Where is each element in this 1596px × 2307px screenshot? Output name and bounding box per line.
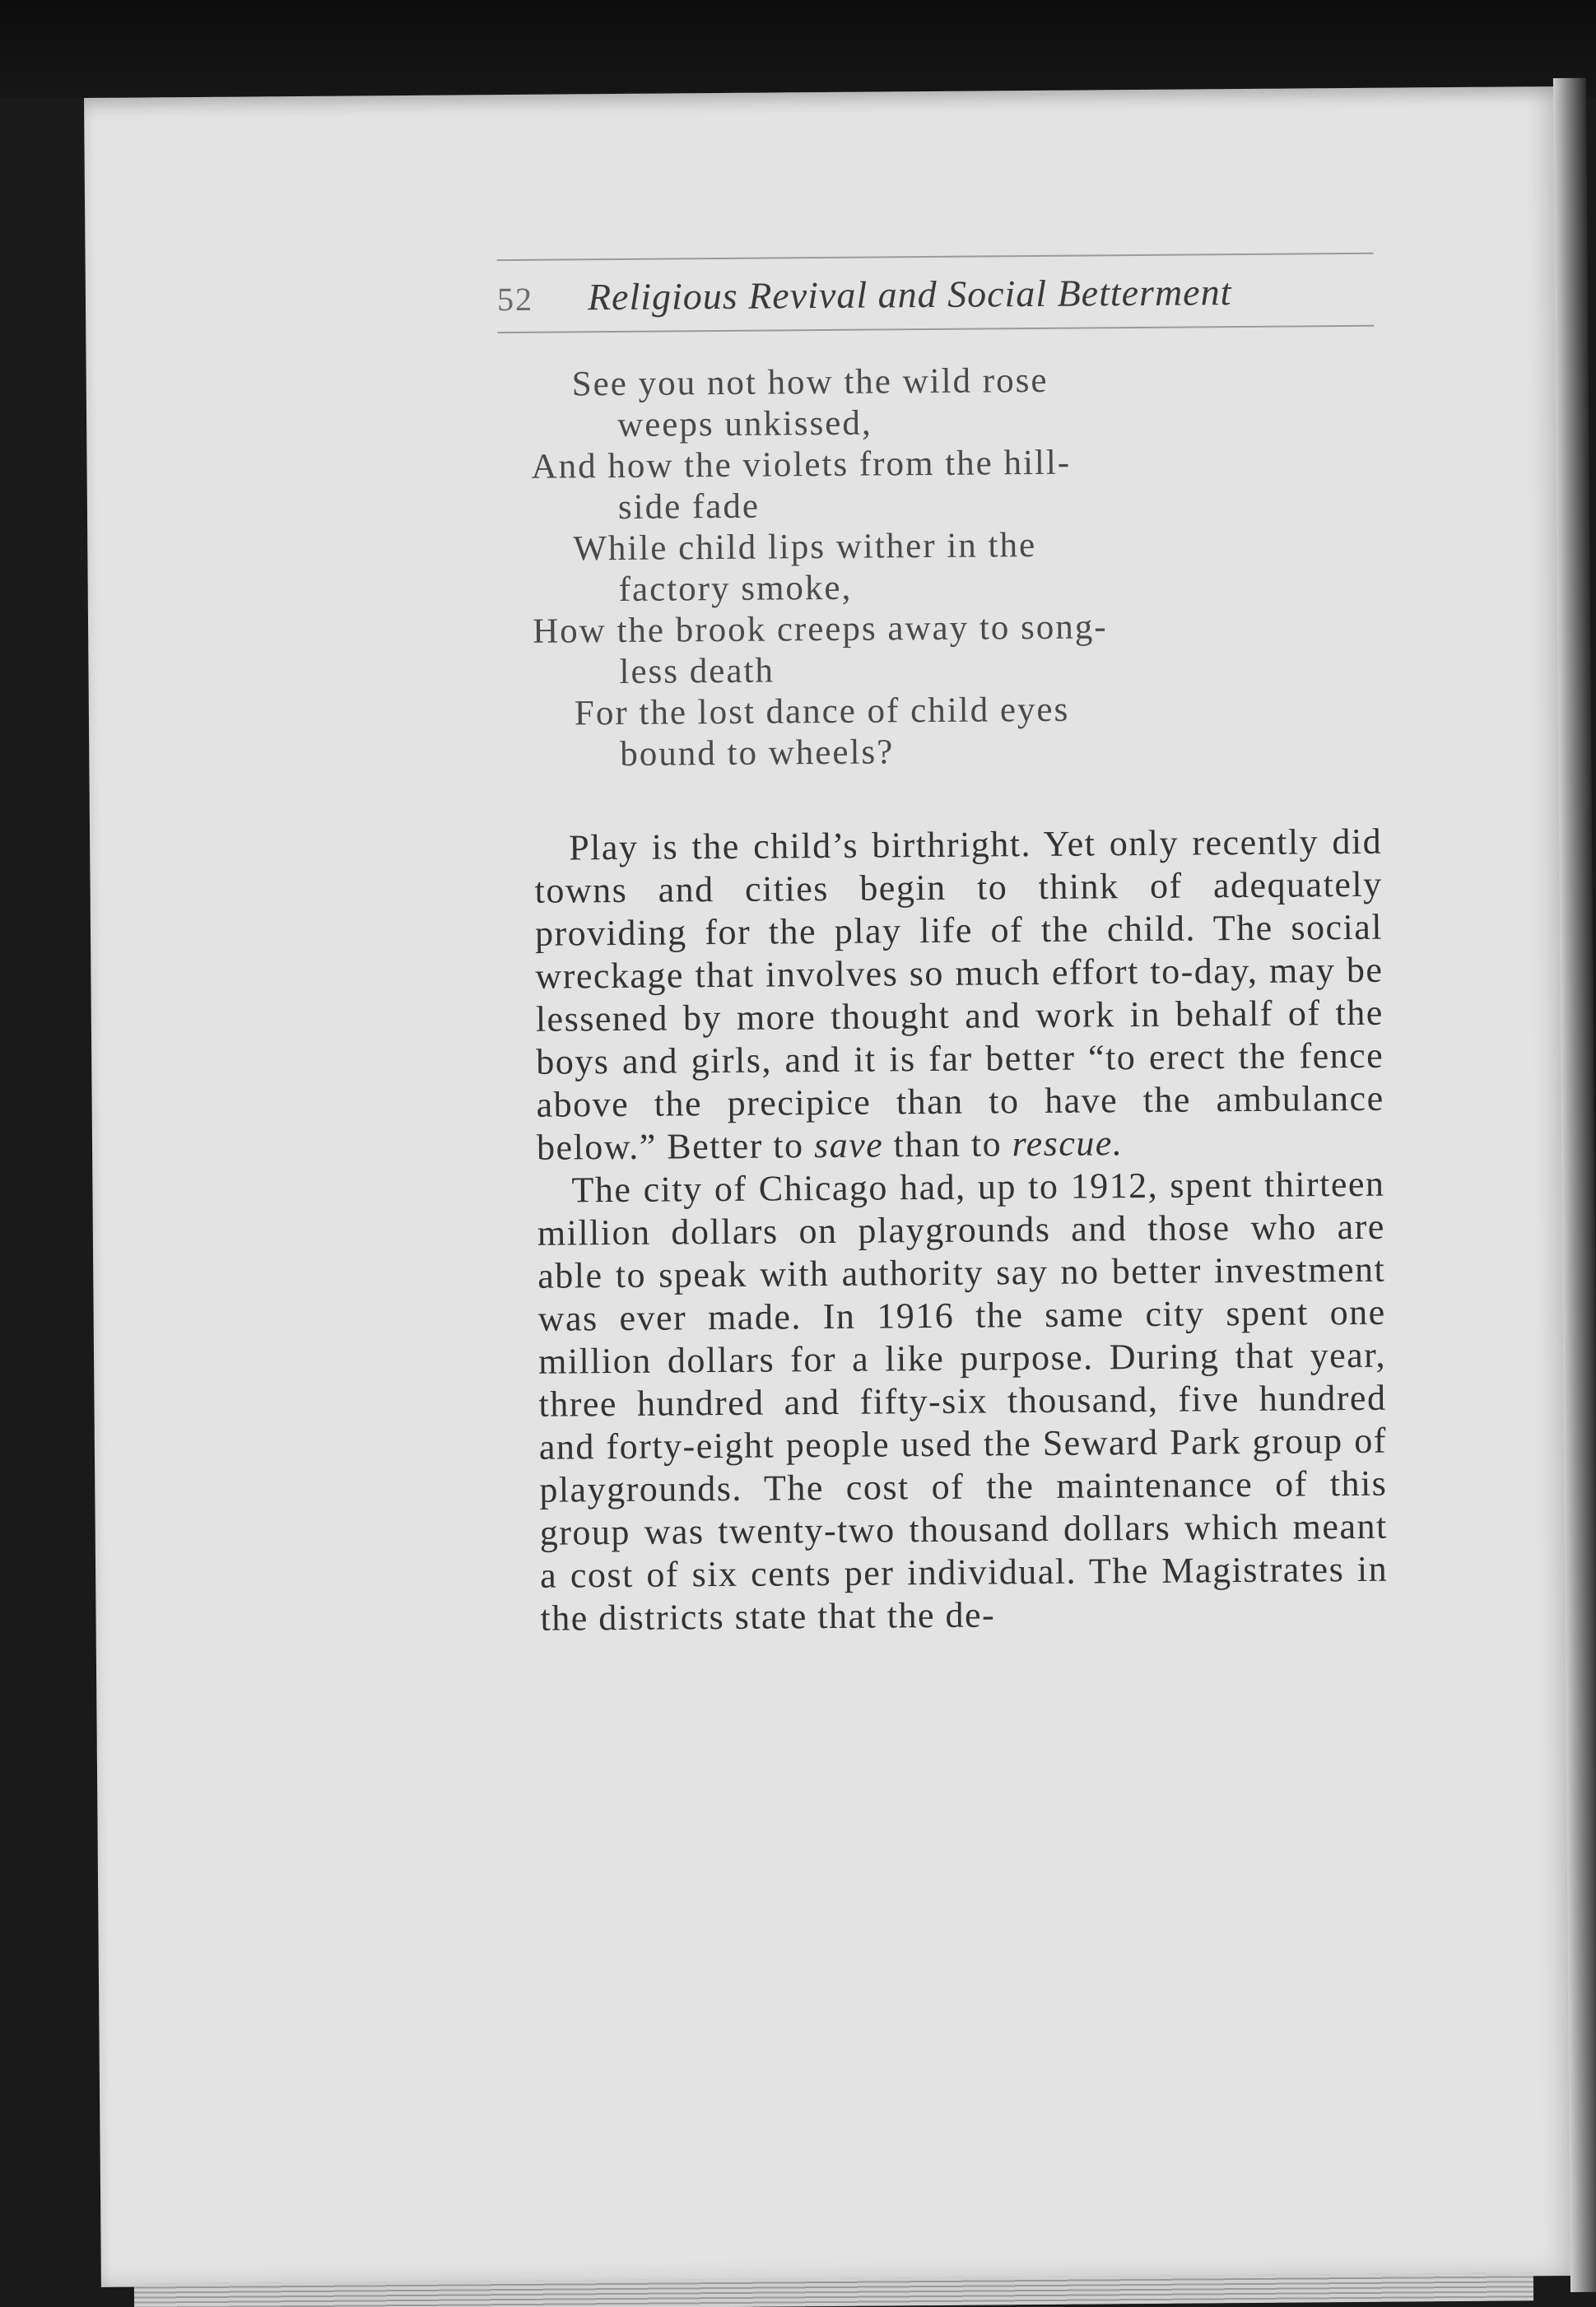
poem-line: For the lost dance of child eyes — [574, 690, 1070, 733]
paragraph-text: than to — [882, 1123, 1012, 1165]
poem-line: How the brook creeps away to song- — [532, 607, 1108, 651]
running-head — [497, 254, 1375, 332]
paragraph — [534, 821, 1384, 1170]
page-content — [496, 253, 1389, 1640]
poem-line: See you not how the wild rose — [571, 360, 1049, 404]
italic-word: save — [813, 1124, 884, 1166]
paragraph-text: Play is the child’s birthright. Yet only recently did towns and cities begin to think of adequately providing for the play life of the child. The social wreckage that involves so much effort to-day, may be lessened by more thought and work in behalf of the boys and girls, and it is far better “to erect the fence above the precipice than to have the ambulance below.” Better to — [534, 821, 1384, 1168]
poem-line: less death — [619, 651, 775, 691]
poem-line: And how the violets from the hill- — [531, 443, 1072, 486]
scan-border — [0, 0, 1596, 97]
page-edge — [1553, 78, 1596, 2292]
poem-line: weeps unkissed, — [617, 403, 872, 444]
body-text — [534, 821, 1389, 1640]
poem-line: While child lips wither in the — [573, 525, 1037, 569]
poem-line: factory smoke, — [618, 568, 853, 609]
poem-line: side fade — [617, 486, 761, 527]
page-number: 52 — [496, 280, 534, 319]
running-title: Religious Revival and Social Betterment — [587, 271, 1232, 319]
stacked-page-edges — [134, 2272, 1533, 2307]
italic-word: rescue. — [1012, 1123, 1124, 1165]
poem — [531, 358, 1378, 776]
poem-line: bound to wheels? — [620, 733, 895, 774]
paragraph: The city of Chicago had, up to 1912, spent thirteen million dollars on playgrounds and those who are able to speak with authority say no better investment was ever made. In 1916 the same city spent one million dollars for a like purpose. During that year, three hundred and fifty-six thousand, five hundred and forty-eight people used the Seward Park group of playgrounds. The cost of the maintenance of this group was twenty-two thousand dollars which meant a cost of six cents per individual. The Magistrates in the districts state that the de- — [537, 1163, 1389, 1639]
book-page — [84, 86, 1579, 2287]
